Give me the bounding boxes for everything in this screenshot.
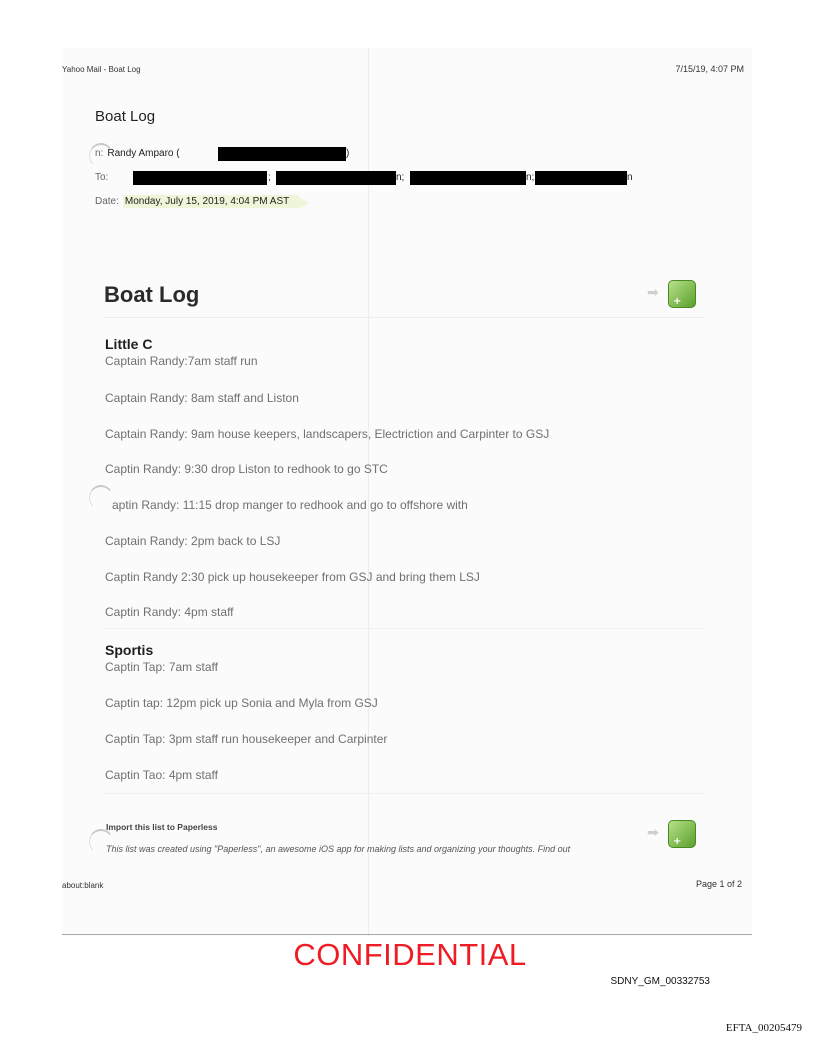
- email-from-row: [95, 148, 180, 159]
- redaction-bar: [535, 171, 627, 185]
- email-subject: Boat Log: [95, 108, 156, 125]
- redaction-bar: [276, 171, 396, 185]
- arrow-right-icon: ➡: [647, 284, 659, 300]
- confidential-stamp: CONFIDENTIAL: [293, 937, 527, 972]
- import-list-title[interactable]: Import this list to Paperless: [106, 822, 218, 832]
- list-item: Captain Randy: 8am staff and Liston: [105, 391, 299, 405]
- list-item: Captin Randy 2:30 pick up housekeeper from GSJ and bring them LSJ: [105, 570, 480, 584]
- list-item: Captin Tao: 4pm staff: [105, 768, 218, 782]
- loading-spinner-icon: [89, 485, 113, 510]
- email-to-row: [95, 172, 112, 183]
- print-header-timestamp: 7/15/19, 4:07 PM: [675, 64, 744, 74]
- section-divider: [104, 628, 704, 629]
- print-footer-url: about:blank: [62, 881, 104, 890]
- recipient-separator: n: [627, 172, 633, 183]
- redaction-bar: [218, 147, 346, 161]
- from-name[interactable]: Randy Amparo (: [107, 148, 180, 159]
- recipient-separator: n;: [396, 172, 405, 183]
- paperless-add-icon[interactable]: [668, 280, 696, 308]
- divider: [104, 317, 704, 318]
- date-label: Date:: [95, 196, 119, 207]
- email-date-row: [95, 196, 299, 207]
- list-item: aptin Randy: 11:15 drop manger to redhook and go to offshore with: [112, 498, 468, 512]
- paperless-add-icon[interactable]: [668, 820, 696, 848]
- recipient-separator: n;: [526, 172, 535, 183]
- bates-number: SDNY_GM_00332753: [610, 976, 710, 987]
- list-item: Captin Randy: 4pm staff: [105, 605, 234, 619]
- section-title-little-c: Little C: [105, 336, 153, 352]
- print-footer-page: Page 1 of 2: [695, 879, 742, 889]
- efta-number: EFTA_00205479: [725, 1022, 802, 1034]
- list-item: Captain Randy:7am staff run: [105, 354, 258, 368]
- list-item: Captin Tap: 7am staff: [105, 660, 218, 674]
- print-header-title: Yahoo Mail - Boat Log: [62, 65, 141, 74]
- to-label: To:: [95, 172, 109, 183]
- section-divider: [104, 793, 704, 794]
- list-item: Captain Randy: 9am house keepers, landscapers, Electriction and Carpinter to GSJ: [105, 427, 550, 441]
- list-item: Captin tap: 12pm pick up Sonia and Myla from GSJ: [105, 696, 378, 710]
- recipient-separator: ;: [268, 172, 271, 183]
- from-close-paren: ): [346, 148, 350, 159]
- section-title-sportis: Sportis: [105, 642, 154, 658]
- redaction-bar: [410, 171, 526, 185]
- redaction-bar: [133, 171, 267, 185]
- from-label: n:: [95, 148, 104, 159]
- list-title: Boat Log: [104, 282, 200, 307]
- date-value: Monday, July 15, 2019, 4:04 PM AST: [123, 195, 299, 208]
- list-item: Captin Randy: 9:30 drop Liston to redhook to go STC: [105, 462, 388, 476]
- arrow-right-icon: ➡: [647, 824, 659, 840]
- import-list-description: This list was created using "Paperless", an awesome iOS app for making lists and organizing your thoughts. Find out: [106, 844, 571, 854]
- page-bottom-edge: [62, 934, 752, 935]
- list-item: Captain Randy: 2pm back to LSJ: [105, 534, 281, 548]
- list-item: Captin Tap: 3pm staff run housekeeper and Carpinter: [105, 732, 388, 746]
